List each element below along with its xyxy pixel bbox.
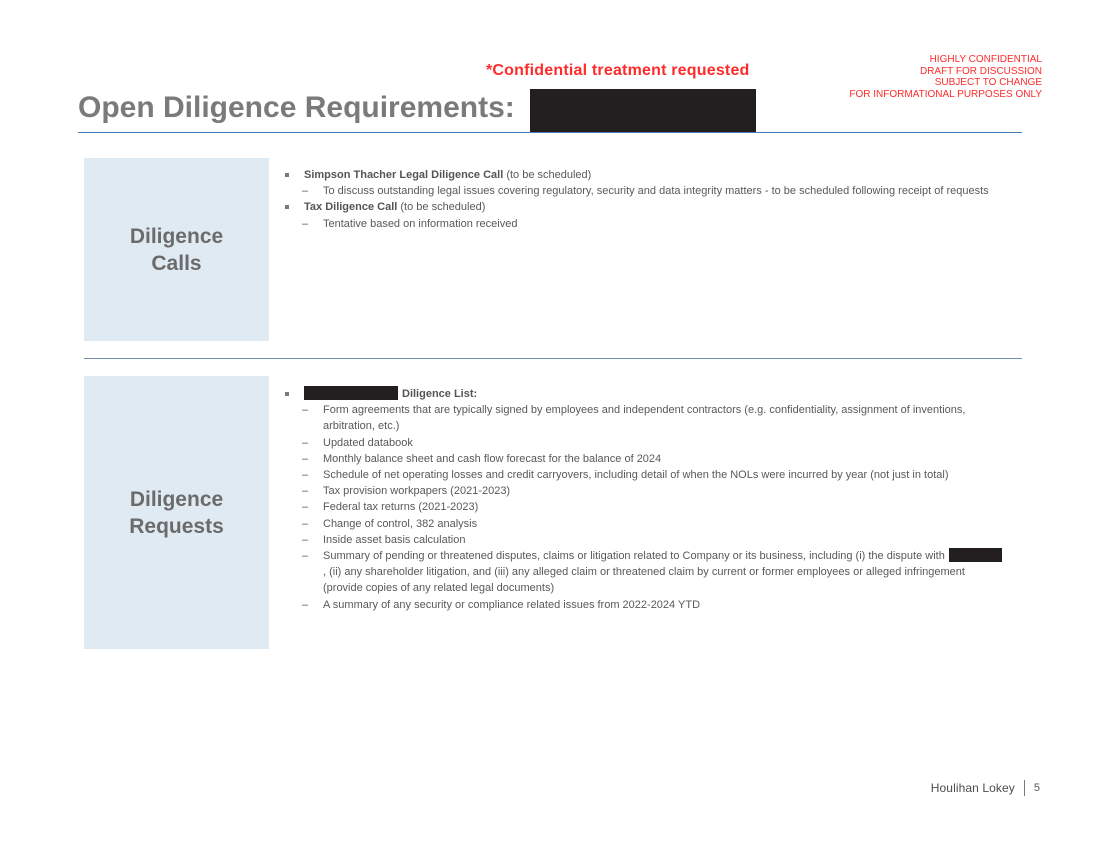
footer (931, 780, 1040, 796)
company-logo-text: Houlihan Lokey (930, 781, 1015, 795)
stamp-line: DRAFT FOR DISCUSSION (919, 65, 1042, 77)
confidentiality-stamp (742, 54, 1042, 100)
sub-list-item: – Form agreements that are typically signed by employees and independent contractors (e.g. confidentiality, assignment of inventions, arbitration, etc.) (284, 402, 1004, 434)
call-status: (to be scheduled) (397, 201, 486, 214)
sub-list-item: – A summary of any security or compliance related issues from 2022-2024 YTD (284, 597, 1004, 613)
footer-separator (1024, 780, 1025, 796)
list-item (284, 386, 1004, 402)
call-title: Simpson Thacher Legal Diligence Call (304, 169, 504, 181)
sub-list-item: – Tax provision workpapers (2021-2023) (284, 483, 1004, 499)
section-label-line: Diligence (129, 224, 224, 248)
section-label-diligence-requests (84, 376, 269, 649)
title-divider (78, 132, 1022, 133)
call-title: Tax Diligence Call (304, 201, 398, 214)
list-title: Diligence List: (402, 388, 478, 400)
section-label-line: Calls (151, 251, 202, 275)
list-item (284, 199, 1004, 215)
sub-list-item: – To discuss outstanding legal issues covering regulatory, security and data integrity matters - to be scheduled following receipt of requests (284, 183, 1004, 199)
list-item (284, 167, 1004, 183)
page-title: Open Diligence Requirements: (78, 91, 515, 124)
sub-list-item: – Schedule of net operating losses and credit carryovers, including detail of when the NOLs were incurred by year (not just in total) (284, 467, 1004, 483)
page-number: 5 (1033, 782, 1040, 794)
sub-list-item: – Monthly balance sheet and cash flow forecast for the balance of 2024 (284, 451, 1004, 467)
sub-list-item: – Federal tax returns (2021-2023) (284, 499, 1004, 515)
section-divider (84, 358, 1022, 359)
redaction-block (530, 89, 756, 133)
section-label-line: Requests (129, 514, 224, 538)
diligence-calls-content (284, 167, 1004, 232)
dispute-text: , (ii) any shareholder litigation, and (iii) any alleged claim or threatened claim by current or former employees or alleged infringement (provide copies of any related legal documents) (323, 566, 965, 595)
section-label-text (129, 486, 224, 540)
diligence-requests-content (284, 386, 1004, 613)
section-label-text (130, 223, 223, 277)
sub-list-item: – Inside asset basis calculation (284, 532, 1004, 548)
sub-list-item: – Tentative based on information received (284, 216, 1004, 232)
call-status: (to be scheduled) (503, 169, 592, 181)
redaction-block (304, 386, 398, 400)
sub-list-item: – Change of control, 382 analysis (284, 516, 1004, 532)
stamp-line: HIGHLY CONFIDENTIAL (929, 54, 1042, 65)
sub-list-item (284, 548, 1004, 597)
stamp-line: FOR INFORMATIONAL PURPOSES ONLY (849, 88, 1042, 100)
dispute-text: Summary of pending or threatened disputes, claims or litigation related to Company or its business, including (i) the dispute with (323, 550, 948, 563)
confidential-treatment-notice: *Confidential treatment requested (486, 62, 750, 79)
section-label-line: Diligence (129, 487, 224, 511)
redaction-block (949, 548, 1002, 562)
section-label-diligence-calls (84, 158, 269, 341)
stamp-line: SUBJECT TO CHANGE (934, 77, 1042, 88)
sub-list-item: – Updated databook (284, 435, 1004, 451)
